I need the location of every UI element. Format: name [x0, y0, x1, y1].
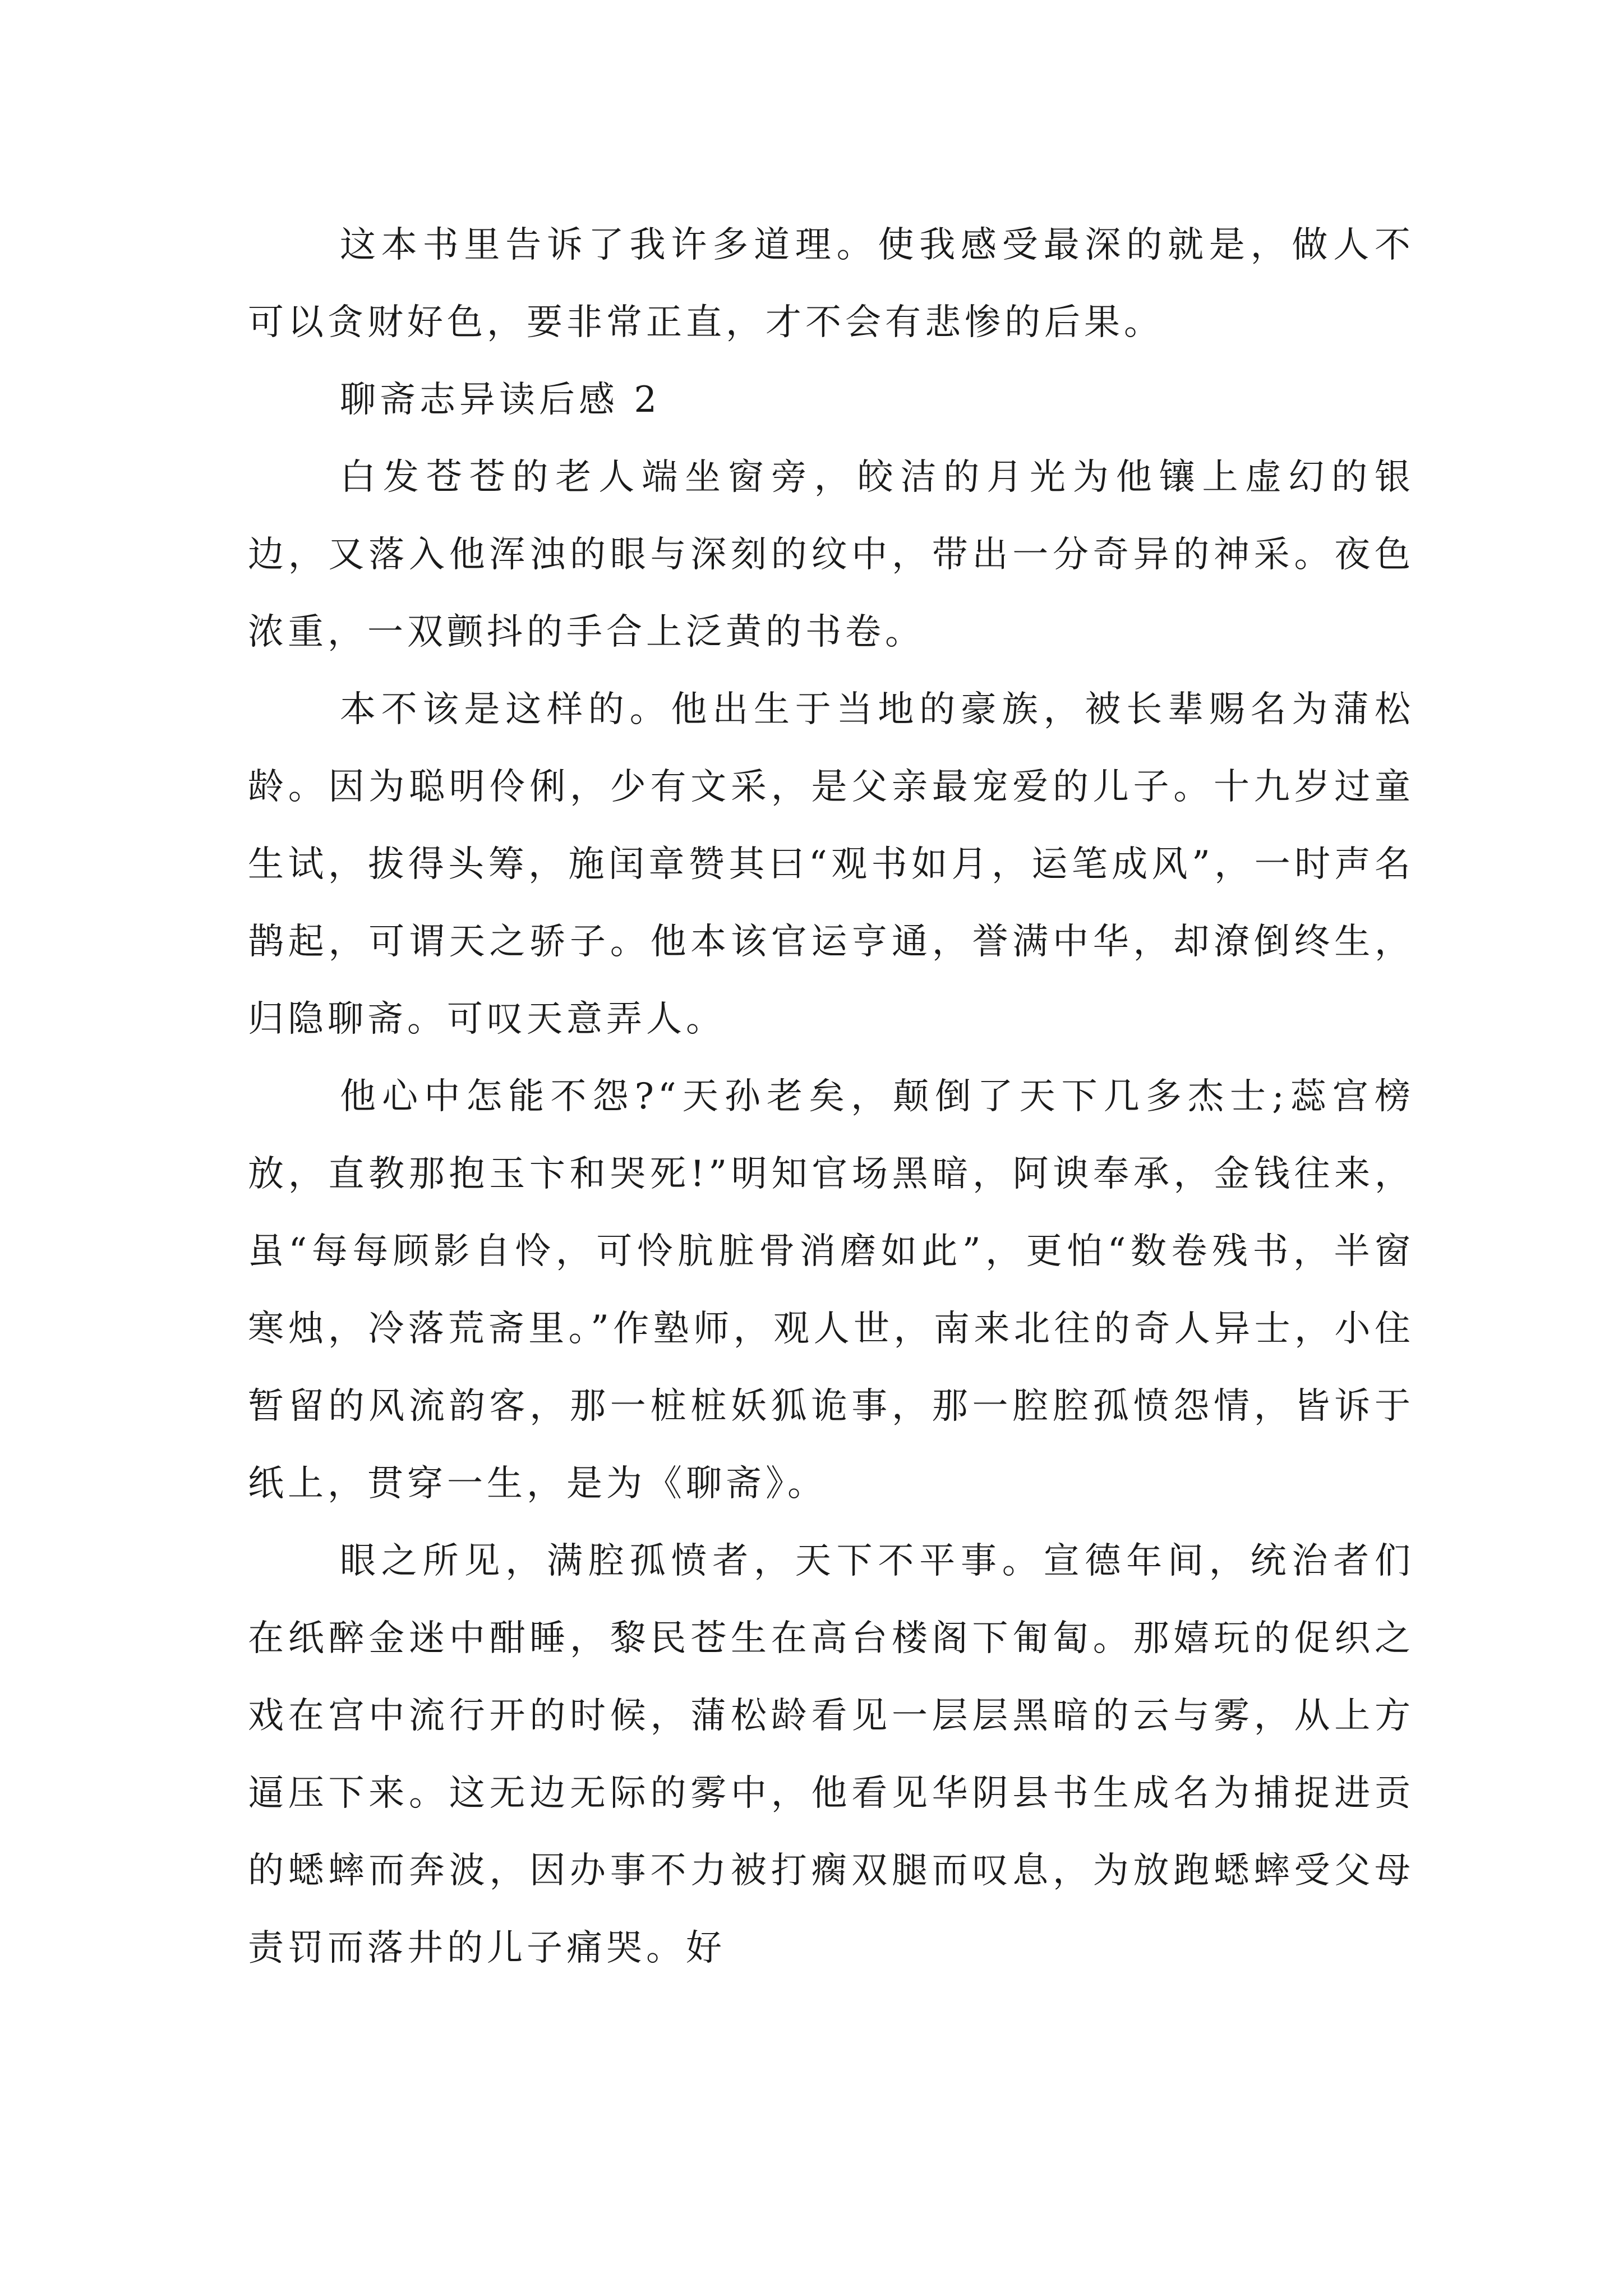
paragraph-2: 白发苍苍的老人端坐窗旁，皎洁的月光为他镶上虚幻的银边，又落入他浑浊的眼与深刻的纹中，带出一分奇异的神采。夜色浓重，一双颤抖的手合上泛黄的书卷。: [248, 457, 1414, 653]
paragraph-4: 他心中怎能不怨?“天孙老矣，颠倒了天下几多杰士;蕊宫榜放，直教那抱玉卞和哭死!”明知官场黑暗，阿谀奉承，金钱往来，虽“每每顾影自怜，可怜肮脏骨消磨如此”，更怕“数卷残书，半窗寒烛，冷落荒斋里。”作塾师，观人世，南来北往的奇人异士，小住暂留的风流韵客，那一桩桩妖狐诡事，那一腔腔孤愤怨情，皆诉于纸上，贯穿一生，是为《聊斋》。: [248, 1076, 1414, 1504]
document-body: [248, 206, 1414, 1987]
section-heading: 聊斋志异读后感 2: [340, 379, 661, 421]
paragraph-5: 眼之所见，满腔孤愤者，天下不平事。宣德年间，统治者们在纸醉金迷中酣睡，黎民苍生在高台楼阁下匍匐。那嬉玩的促织之戏在宫中流行开的时候，蒲松龄看见一层层黑暗的云与雾，从上方逼压下来。这无边无际的雾中，他看见华阴县书生成名为捕捉进贡的蟋蟀而奔波，因办事不力被打瘸双腿而叹息，为放跑蟋蟀受父母责罚而落井的儿子痛哭。好: [248, 1540, 1414, 1969]
paragraph-1: 这本书里告诉了我许多道理。使我感受最深的就是，做人不可以贪财好色，要非常正直，才不会有悲惨的后果。: [248, 224, 1414, 343]
paragraph-3: 本不该是这样的。他出生于当地的豪族，被长辈赐名为蒲松龄。因为聪明伶俐，少有文采，是父亲最宠爱的儿子。十九岁过童生试，拔得头筹，施闰章赞其曰“观书如月，运笔成风”，一时声名鹊起，可谓天之骄子。他本该官运亨通，誉满中华，却潦倒终生，归隐聊斋。可叹天意弄人。: [248, 689, 1414, 1040]
